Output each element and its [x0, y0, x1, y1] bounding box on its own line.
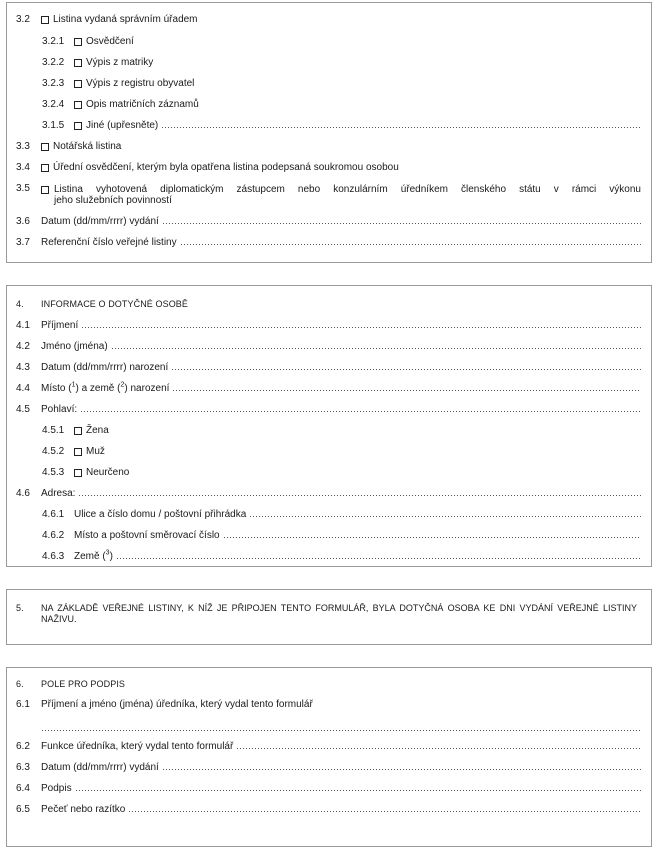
section-5-statement: NA ZÁKLADĚ VEŘEJNÉ LISTINY, K NÍŽ JE PŘIPOJEN TENTO FORMULÁŘ, BYLA DOTYČNÁ OSOBA KE DNI VYDÁNÍ VEŘEJNÉ LISTINY NAŽIVU. [41, 603, 637, 624]
checkbox-uredni-osvedceni[interactable] [41, 164, 49, 172]
row-6-2 [7, 740, 651, 754]
row-4-6 [7, 487, 651, 501]
checkbox-notarska-listina[interactable] [41, 143, 49, 151]
item-number: 6.1 [16, 699, 30, 710]
fill-line-prijmeni[interactable] [81, 327, 641, 328]
item-number: 4.6.1 [42, 509, 65, 520]
item-label: Podpis [41, 783, 72, 794]
item-number: 4.6.2 [42, 530, 65, 541]
row-4-5-1 [7, 424, 651, 438]
fill-line-jmeno[interactable] [111, 348, 641, 349]
item-number: 4.4 [16, 383, 30, 394]
fill-line-adresa[interactable] [78, 495, 641, 496]
item-number: 4.6.3 [42, 551, 65, 562]
item-label: Listina vyhotovená diplomatickým zástupcem nebo konzulárním úředníkem členského státu v rámci výkonu [54, 184, 641, 195]
item-number: 3.1.5 [42, 120, 65, 131]
item-number: 4.5 [16, 404, 30, 415]
item-label: Příjmení [41, 320, 79, 331]
fill-line-funkce-urednika[interactable] [236, 748, 641, 749]
item-label: Jiné (upřesněte) [86, 120, 159, 131]
row-3-6 [7, 215, 651, 229]
checkbox-muz[interactable] [74, 448, 82, 456]
fill-line-zeme[interactable] [116, 558, 641, 559]
checkbox-vypis-z-matriky[interactable] [74, 59, 82, 67]
item-label: Země ($^3$) [74, 549, 113, 562]
item-label: Neurčeno [86, 467, 130, 478]
checkbox-listina-spravni-urad[interactable] [41, 16, 49, 24]
item-label: Příjmení a jméno (jména) úředníka, který vydal tento formulář [41, 699, 313, 710]
row-3-2-4 [7, 98, 651, 112]
row-4-6-1 [7, 508, 651, 522]
item-number: 6.4 [16, 783, 30, 794]
section-3-box [6, 2, 652, 263]
item-number: 4.5.3 [42, 467, 65, 478]
row-4-1 [7, 319, 651, 333]
item-label: Listina vydaná správním úřadem [53, 14, 198, 25]
checkbox-jine[interactable] [74, 122, 82, 130]
row-3-2-1 [7, 35, 651, 49]
row-6-4 [7, 782, 651, 796]
section-title: INFORMACE O DOTYČNÉ OSOBĚ [41, 299, 189, 309]
item-label: Opis matričních záznamů [86, 99, 199, 110]
item-label: Notářská listina [53, 141, 122, 152]
row-4-5-3 [7, 466, 651, 480]
fill-line-datum-vydani[interactable] [162, 223, 641, 224]
item-label: Úřední osvědčení, kterým byla opatřena listina podepsaná soukromou osobou [53, 162, 399, 173]
item-label: Pečeť nebo razítko [41, 804, 126, 815]
row-6-5 [7, 803, 651, 817]
item-number: 6.2 [16, 741, 30, 752]
item-number: 3.2.2 [42, 57, 65, 68]
item-number: 3.3 [16, 141, 30, 152]
item-label: Adresa: [41, 488, 76, 499]
item-number: 3.2.1 [42, 36, 65, 47]
checkbox-zena[interactable] [74, 427, 82, 435]
item-label: Jméno (jména) [41, 341, 108, 352]
item-number: 3.6 [16, 216, 30, 227]
item-label: Muž [86, 446, 105, 457]
fill-line-pecet[interactable] [128, 811, 641, 812]
fill-line-datum-narozeni[interactable] [171, 369, 641, 370]
row-3-1-5 [7, 119, 651, 133]
item-number: 4.2 [16, 341, 30, 352]
item-label: Výpis z registru obyvatel [86, 78, 195, 89]
row-4-2 [7, 340, 651, 354]
row-6-3 [7, 761, 651, 775]
fill-line-misto-narozeni[interactable] [172, 390, 641, 391]
checkbox-diplomaticka-listina[interactable] [41, 186, 49, 194]
item-number: 3.7 [16, 237, 30, 248]
item-number: 3.2.3 [42, 78, 65, 89]
item-number: 5. [16, 603, 24, 613]
item-number: 6. [16, 679, 24, 689]
row-4-3 [7, 361, 651, 375]
item-number: 4.1 [16, 320, 30, 331]
row-3-2 [7, 13, 651, 27]
row-3-3 [7, 140, 651, 154]
row-3-5 [7, 182, 651, 208]
item-number: 3.2.4 [42, 99, 65, 110]
checkbox-vypis-z-registru[interactable] [74, 80, 82, 88]
item-label: Místo a poštovní směrovací číslo [74, 530, 220, 541]
item-label: Žena [86, 425, 109, 436]
section-4-heading [7, 297, 651, 311]
row-6-1 [7, 698, 651, 712]
item-label: Datum (dd/mm/rrrr) vydání [41, 216, 159, 227]
item-number: 3.4 [16, 162, 30, 173]
row-3-4 [7, 161, 651, 175]
item-label: Pohlaví: [41, 404, 78, 415]
section-5-box [6, 589, 652, 645]
row-4-5 [7, 403, 651, 417]
item-number: 4. [16, 299, 24, 309]
item-label: Výpis z matriky [86, 57, 154, 68]
row-4-5-2 [7, 445, 651, 459]
section-title: POLE PRO PODPIS [41, 679, 126, 689]
fill-line-datum-vydani-formulare[interactable] [162, 769, 641, 770]
section-4-box [6, 285, 652, 567]
item-number: 4.5.2 [42, 446, 65, 457]
checkbox-opis-matricnich-zaznamu[interactable] [74, 101, 82, 109]
item-number: 4.6 [16, 488, 30, 499]
fill-line-jine[interactable] [161, 127, 641, 128]
fill-line-referencni-cislo[interactable] [180, 244, 641, 245]
row-4-6-3 [7, 550, 651, 564]
fill-line-ulice[interactable] [249, 516, 641, 517]
item-number: 6.5 [16, 804, 30, 815]
item-label: Osvědčení [86, 36, 134, 47]
row-4-6-2 [7, 529, 651, 543]
fill-line-podpis[interactable] [75, 790, 641, 791]
item-label: Datum (dd/mm/rrrr) vydání [41, 762, 159, 773]
row-3-7 [7, 236, 651, 250]
item-number: 3.2 [16, 14, 30, 25]
row-3-2-3 [7, 77, 651, 91]
item-number: 4.5.1 [42, 425, 65, 436]
row-3-2-2 [7, 56, 651, 70]
checkbox-osvedceni[interactable] [74, 38, 82, 46]
item-label: Datum (dd/mm/rrrr) narození [41, 362, 169, 373]
item-label-continued: jeho služebních povinností [54, 195, 172, 206]
row-4-4 [7, 382, 651, 396]
section-6-heading [7, 677, 651, 691]
item-number: 3.5 [16, 183, 30, 194]
fill-line-pohlavi[interactable] [80, 411, 641, 412]
section-6-box [6, 667, 652, 847]
item-number: 4.3 [16, 362, 30, 373]
item-number: 6.3 [16, 762, 30, 773]
item-label: Místo ($^1$) a země ($^2$) narození [41, 381, 170, 394]
fill-line-misto-psc[interactable] [223, 537, 641, 538]
item-label: Ulice a číslo domu / poštovní přihrádka [74, 509, 247, 520]
checkbox-neurceno[interactable] [74, 469, 82, 477]
item-label: Referenční číslo veřejné listiny [41, 237, 177, 248]
item-label: Funkce úředníka, který vydal tento formulář [41, 741, 234, 752]
fill-line-jmeno-urednika[interactable] [41, 730, 641, 731]
